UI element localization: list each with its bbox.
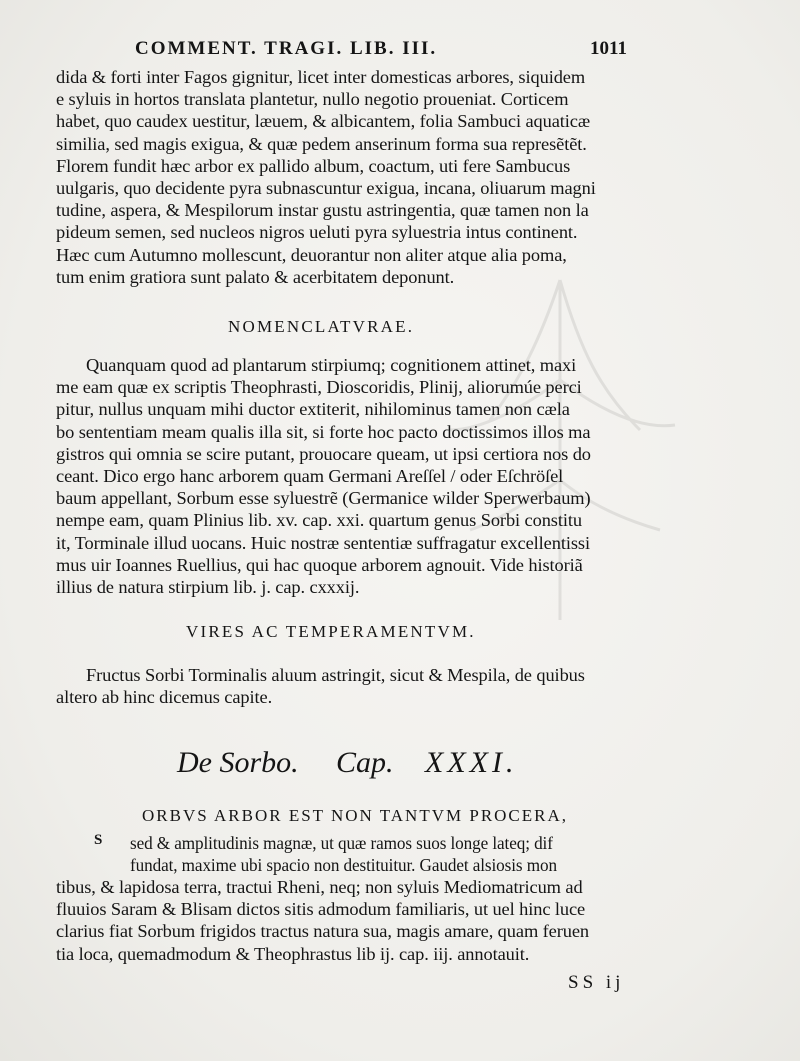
- text-line: tudine, aspera, & Mespilorum instar gustu astringentia, quæ tamen non la: [56, 200, 589, 221]
- text-line: tia loca, quemadmodum & Theophrastus lib ij. cap. iij. annotauit.: [56, 943, 530, 964]
- text-line: nempe eam, quam Plinius lib. xv. cap. xxi. quartum genus Sorbi constitu: [56, 510, 582, 531]
- chapter-opening-caps: ORBVS ARBOR EST NON TANTVM PROCERA,: [142, 806, 569, 825]
- text-line: Quanquam quod ad plantarum stirpiumq; cognitionem attinet, maxi: [86, 355, 577, 375]
- running-head: COMMENT. TRAGI. LIB. III.: [135, 38, 438, 59]
- text-line: gistros qui omnia se scire putant, prouocare queam, ut ipsi certiora nos do: [56, 443, 591, 464]
- text-line: similia, sed magis exigua, & quæ pedem anserinum forma sua represẽtẽt.: [56, 133, 587, 154]
- initial-letter: S: [94, 832, 103, 848]
- chapter-body-lines: [56, 876, 656, 965]
- text-line: Hæc cum Autumno mollescunt, deuorantur non aliter atque alia poma,: [56, 244, 567, 265]
- paragraph-3: [56, 664, 686, 708]
- text-line: Fructus Sorbi Torminalis aluum astringit, sicut & Mespila, de quibus: [86, 665, 585, 685]
- text-line: clarius fiat Sorbum frigidos tractus natura sua, magis amare, quam feruen: [56, 921, 590, 942]
- signature-mark: SS ij: [568, 972, 625, 993]
- text-line: fluuios Saram & Blisam dictos sitis admodum familiaris, ut uel hinc luce: [56, 899, 586, 920]
- chapter-number: XXXI.: [425, 746, 518, 779]
- chapter-title: De Sorbo.: [177, 746, 299, 779]
- text-line: dida & forti inter Fagos gignitur, licet inter domesticas arbores, siquidem: [56, 67, 586, 87]
- text-line: bo sententiam meam qualis illa sit, si forte hoc pacto doctissimos illos ma: [56, 421, 591, 442]
- text-line: it, Torminale illud uocans. Huic nostræ sententiæ suffragatur excellentissi: [56, 532, 590, 553]
- text-line: habet, quo caudex uestitur, læuem, & albicantem, folia Sambuci aquaticæ: [56, 111, 591, 132]
- paragraph-2: [56, 354, 686, 598]
- page-number: 1011: [590, 38, 627, 59]
- text-line: tum enim gratiora sunt palato & acerbitatem deponunt.: [56, 266, 455, 287]
- text-line: me eam quæ ex scriptis Theophrasti, Dioscoridis, Plinij, aliorumúe perci: [56, 377, 582, 398]
- text-line: ceant. Dico ergo hanc arborem quam Germani Areſſel / oder Eſchröſel: [56, 466, 564, 487]
- text-line: pideum semen, sed nucleos nigros ueluti pyra syluestria intus continent.: [56, 222, 578, 243]
- text-line: tibus, & lapidosa terra, tractui Rheni, neq; non syluis Mediomatricum ad: [56, 877, 583, 897]
- text-line: mus uir Ioannes Ruellius, qui hac quoque arborem agnouit. Vide historiã: [56, 554, 583, 575]
- chapter-indented-lines: [130, 832, 730, 876]
- text-line: e syluis in hortos translata plantetur, nullo negotio proueniat. Corticem: [56, 89, 569, 110]
- chapter-cap-label: Cap.: [336, 746, 394, 779]
- section-heading-nomenclature: NOMENCLATVRAE.: [228, 317, 415, 336]
- section-heading-vires: VIRES AC TEMPERAMENTVM.: [186, 622, 476, 641]
- text-line: sed & amplitudinis magnæ, ut quæ ramos suos longe lateq; dif: [130, 833, 553, 853]
- text-line: fundat, maxime ubi spacio non destituitur. Gaudet alsiosis mon: [130, 855, 557, 876]
- text-line: altero ab hinc dicemus capite.: [56, 687, 273, 708]
- paragraph-1: [56, 66, 656, 288]
- text-line: Florem fundit hæc arbor ex pallido album, coactum, uti fere Sambucus: [56, 155, 571, 176]
- text-line: pitur, nullus unquam mihi ductor extiterit, nihilominus tamen non cæla: [56, 399, 570, 420]
- text-line: baum appellant, Sorbum esse syluestrẽ (Germanice wilder Sperwerbaum): [56, 488, 591, 509]
- text-line: uulgaris, quo decidente pyra subnascuntur exigua, incana, oliuarum magni: [56, 178, 596, 199]
- text-line: illius de natura stirpium lib. j. cap. cxxxij.: [56, 577, 360, 598]
